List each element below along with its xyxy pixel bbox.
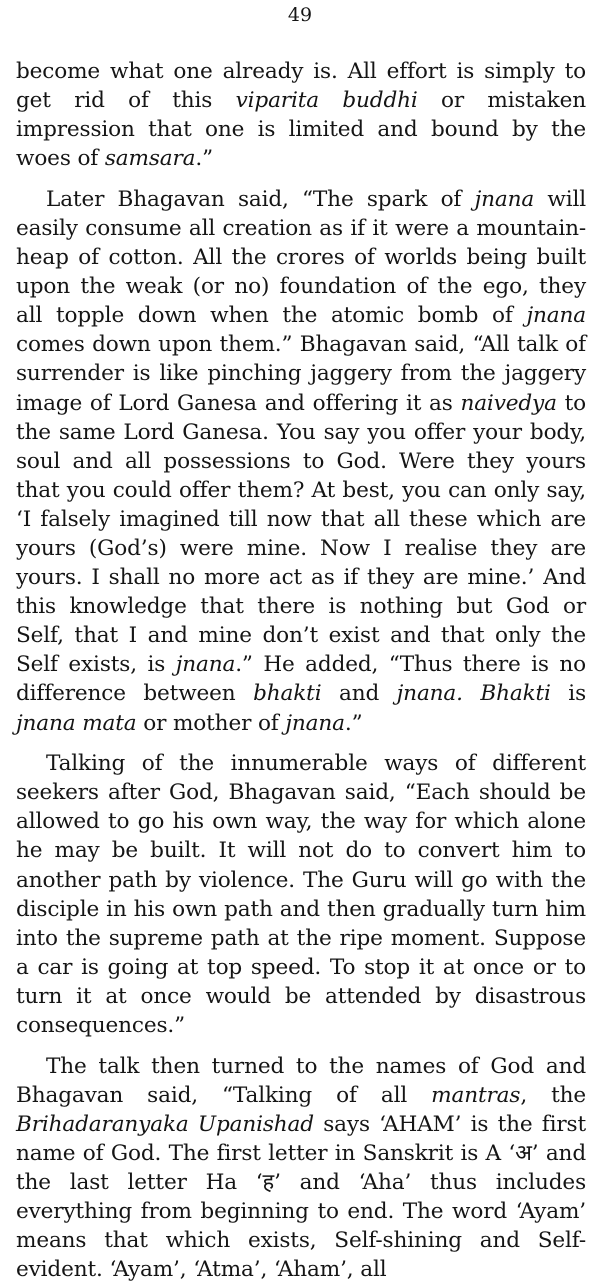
text-run: or mother of xyxy=(136,710,286,736)
text-run: .” xyxy=(344,710,363,736)
paragraph-3 xyxy=(16,749,586,1040)
text-run: will easily consume all creation as if it were a mountain-heap of cotton. All the crores of worlds being built upon the weak (or no) foundation of the ego, they all topple down when the atomic bomb of xyxy=(16,186,586,329)
text-run: Talking of the innumerable ways of different seekers after God, Bhagavan said, “Each should be allowed to go his own way, the way for which alone he may be built. It will not do to convert him to another path by violence. The Guru will go with the disciple in his own path and then gradually turn him into the supreme path at the ripe moment. Suppose a car is going at top speed. To stop it at once or to turn it at once would be attended by disastrous consequences.” xyxy=(16,751,586,1038)
paragraph-1 xyxy=(16,57,586,173)
text-run: says ‘AHAM’ is the first name of God. The first letter in Sanskrit is A ‘ xyxy=(16,1111,587,1166)
text-run: , the xyxy=(520,1082,587,1108)
text-run: .” xyxy=(195,146,214,172)
body-text xyxy=(16,57,586,1284)
paragraph-4 xyxy=(16,1052,586,1284)
italic-term: mantras xyxy=(431,1082,521,1108)
italic-term: viparita buddhi xyxy=(235,88,418,114)
italic-term: Brihadaranyaka Upanishad xyxy=(16,1111,314,1137)
devanagari-letter: अ xyxy=(515,1140,532,1166)
italic-term: jnana xyxy=(474,186,535,212)
text-run: or mistaken impression that one is limited and bound by the woes of xyxy=(16,88,586,172)
text-run: is xyxy=(550,681,586,707)
page-number: 49 xyxy=(287,4,313,26)
devanagari-letter: ह xyxy=(262,1169,275,1195)
text-run: ’ and ‘Aha’ thus includes everything from beginning to end. The word ‘Ayam’ means that which exists, Self-shining and Self-evident. ‘Ayam’, ‘Atma’, ‘Aham’, all xyxy=(16,1169,586,1283)
italic-term: jnana xyxy=(526,303,586,329)
text-run: to the same Lord Ganesa. You say you offer your body, soul and all possessions to God. Were they yours that you could offer them? At best, you can only say, ‘I falsely imagined till now that all these which are yours (God’s) were mine. Now I realise they are yours. I shall no more act as if they are mine.’ And this knowledge that there is nothing but God or Self, that I and mine don’t exist and that only the Self exists, is xyxy=(16,390,586,678)
italic-term: samsara xyxy=(104,146,196,172)
text-run: ’ and the last letter Ha ‘ xyxy=(16,1140,586,1195)
text-run: comes down upon them.” Bhagavan said, “All talk of surrender is like pinching jaggery from the jaggery image of Lord Ganesa and offering it as xyxy=(16,332,586,416)
italic-term: naivedya xyxy=(460,390,557,416)
text-run: The talk then turned to the names of God and Bhagavan said, “Talking of all xyxy=(16,1053,586,1108)
text-run: .” He added, “Thus there is no difference between xyxy=(16,652,587,707)
italic-term: jnana xyxy=(285,710,345,736)
italic-term: bhakti xyxy=(253,681,322,707)
italic-term: jnana mata xyxy=(16,710,137,736)
paragraph-2 xyxy=(16,185,586,738)
italic-term: jnana xyxy=(175,652,236,678)
italic-term: jnana. Bhakti xyxy=(396,681,551,707)
text-run: and xyxy=(321,681,397,707)
text-run: Later Bhagavan said, “The spark of xyxy=(46,186,475,212)
text-run: become what one already is. All effort is simply to get rid of this xyxy=(16,59,586,114)
